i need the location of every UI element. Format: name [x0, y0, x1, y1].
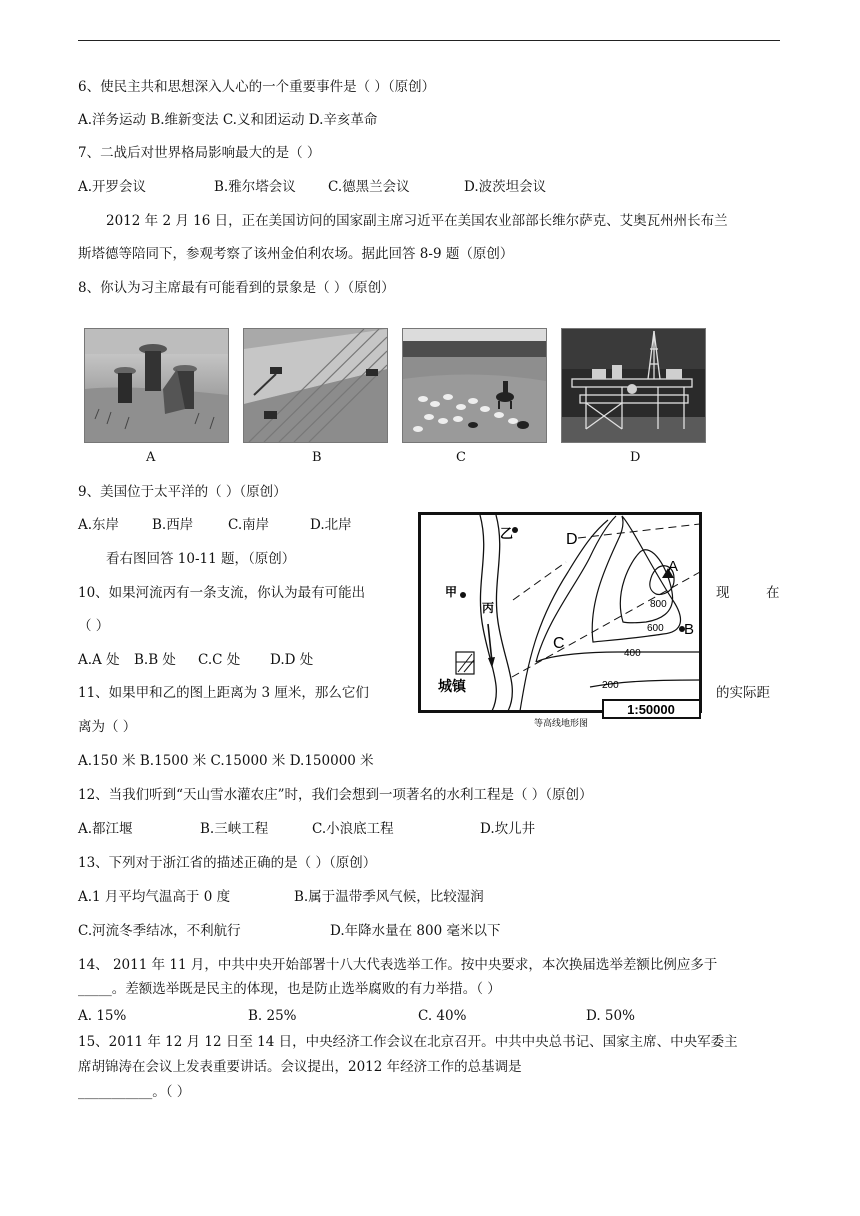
option: B. 25%	[248, 1008, 297, 1024]
question-13-option-c: C.河流冬季结冰，不利航行	[78, 923, 241, 939]
question-7: 7、二战后对世界格局影响最大的是（ ）	[78, 145, 321, 161]
passage-line: 斯塔德等陪同下，参观考察了该州金伯利农场。据此回答 8-9 题（原创）	[78, 246, 514, 262]
option: C.南岸	[228, 517, 270, 533]
question-6: 6、使民主共和思想深入人心的一个重要事件是（ ）（原创）	[78, 79, 436, 95]
question-11-right: 的实际距	[716, 685, 770, 701]
question-11-line2: 离为（ ）	[78, 719, 137, 735]
question-12: 12、当我们听到“天山雪水灌农庄”时，我们会想到一项著名的水利工程是（ ）（原创）	[78, 787, 593, 803]
option: C.C 处	[198, 652, 241, 668]
question-15-line: ___________。（ ）	[78, 1084, 191, 1100]
question-10-paren: （ ）	[78, 618, 110, 634]
option: D.北岸	[310, 517, 352, 533]
photo-label-a: A	[146, 450, 156, 465]
map-caption: 等高线地形图	[533, 718, 589, 727]
map-label-bing: 丙	[482, 601, 495, 615]
option: B.雅尔塔会议	[214, 179, 296, 195]
photo-label-d: D	[630, 450, 641, 465]
option: C. 40%	[418, 1008, 467, 1024]
question-13: 13、下列对于浙江省的描述正确的是（ ）（原创）	[78, 855, 377, 871]
option: B.西岸	[152, 517, 194, 533]
header-rule	[78, 40, 780, 41]
contour-label-200: 200	[602, 680, 619, 691]
photo-label-b: B	[312, 450, 322, 465]
option: D.D 处	[270, 652, 314, 668]
question-9: 9、美国位于太平洋的（ ）（原创）	[78, 484, 287, 500]
passage-line: 2012 年 2 月 16 日，正在美国访问的国家副主席习近平在美国农业部部长维尔萨克、艾奥瓦州州长布兰	[106, 213, 728, 229]
question-8: 8、你认为习主席最有可能看到的景象是（ ）（原创）	[78, 280, 395, 296]
question-13-option-b: B.属于温带季风气候，比较湿润	[294, 889, 484, 905]
contour-label-800: 800	[650, 599, 667, 610]
photo-a-rice-paddy	[84, 328, 229, 443]
option: D.波茨坦会议	[464, 179, 547, 195]
map-label-town: 城镇	[438, 678, 466, 694]
photo-d-oil-platform	[561, 328, 706, 443]
map-label-yi: 乙	[500, 526, 514, 541]
option: A.东岸	[78, 517, 120, 533]
map-label-c: C	[553, 635, 565, 652]
question-13-option-a: A.1 月平均气温高于 0 度	[78, 889, 231, 905]
map-intro: 看右图回答 10-11 题，（原创）	[106, 551, 296, 567]
option: A.开罗会议	[78, 179, 147, 195]
option: D. 50%	[586, 1008, 635, 1024]
map-label-d: D	[566, 531, 578, 548]
option: B.三峡工程	[200, 821, 269, 837]
option: A. 15%	[78, 1008, 127, 1024]
question-11-options: A.150 米 B.1500 米 C.15000 米 D.150000 米	[78, 753, 374, 769]
contour-label-600: 600	[647, 623, 664, 634]
map-label-b: B	[684, 621, 695, 638]
option: A.都江堰	[78, 821, 133, 837]
question-15-line: 15、2011 年 12 月 12 日至 14 日，中央经济工作会议在北京召开。中共中央总书记、国家主席、中央军委主	[78, 1034, 738, 1050]
contour-label-400: 400	[624, 648, 641, 659]
question-11-left: 11、如果甲和乙的图上距离为 3 厘米，那么它们	[78, 685, 369, 701]
option: A.A 处	[78, 652, 120, 668]
question-6-options: A.洋务运动 B.维新变法 C.义和团运动 D.辛亥革命	[78, 112, 378, 128]
option: C.小浪底工程	[312, 821, 394, 837]
map-label-jia: 甲	[445, 585, 458, 599]
question-10-left: 10、如果河流丙有一条支流，你认为最有可能出	[78, 585, 366, 601]
map-label-a: A	[668, 558, 679, 575]
question-14-line: 14、 2011 年 11 月，中共中央开始部署十八大代表选举工作。按中央要求，本次换届选举差额比例应多于	[78, 957, 718, 973]
option: C.德黑兰会议	[328, 179, 410, 195]
option: B.B 处	[134, 652, 176, 668]
question-13-option-d: D.年降水量在 800 毫米以下	[330, 923, 501, 939]
map-scale: 1:50000	[627, 702, 675, 717]
question-10-right: 现	[716, 585, 730, 601]
question-15-line: 席胡锦涛在会议上发表重要讲话。会议提出，2012 年经济工作的总基调是	[78, 1059, 522, 1075]
photo-label-c: C	[456, 450, 466, 465]
question-14-line: _____。差额选举既是民主的体现，也是防止选举腐败的有力举措。（ ）	[78, 981, 501, 997]
photo-b-field-tractors	[243, 328, 388, 443]
contour-map	[418, 512, 704, 727]
question-10-right: 在	[766, 585, 780, 601]
photo-c-grassland-sheep	[402, 328, 547, 443]
option: D.坎儿井	[480, 821, 536, 837]
